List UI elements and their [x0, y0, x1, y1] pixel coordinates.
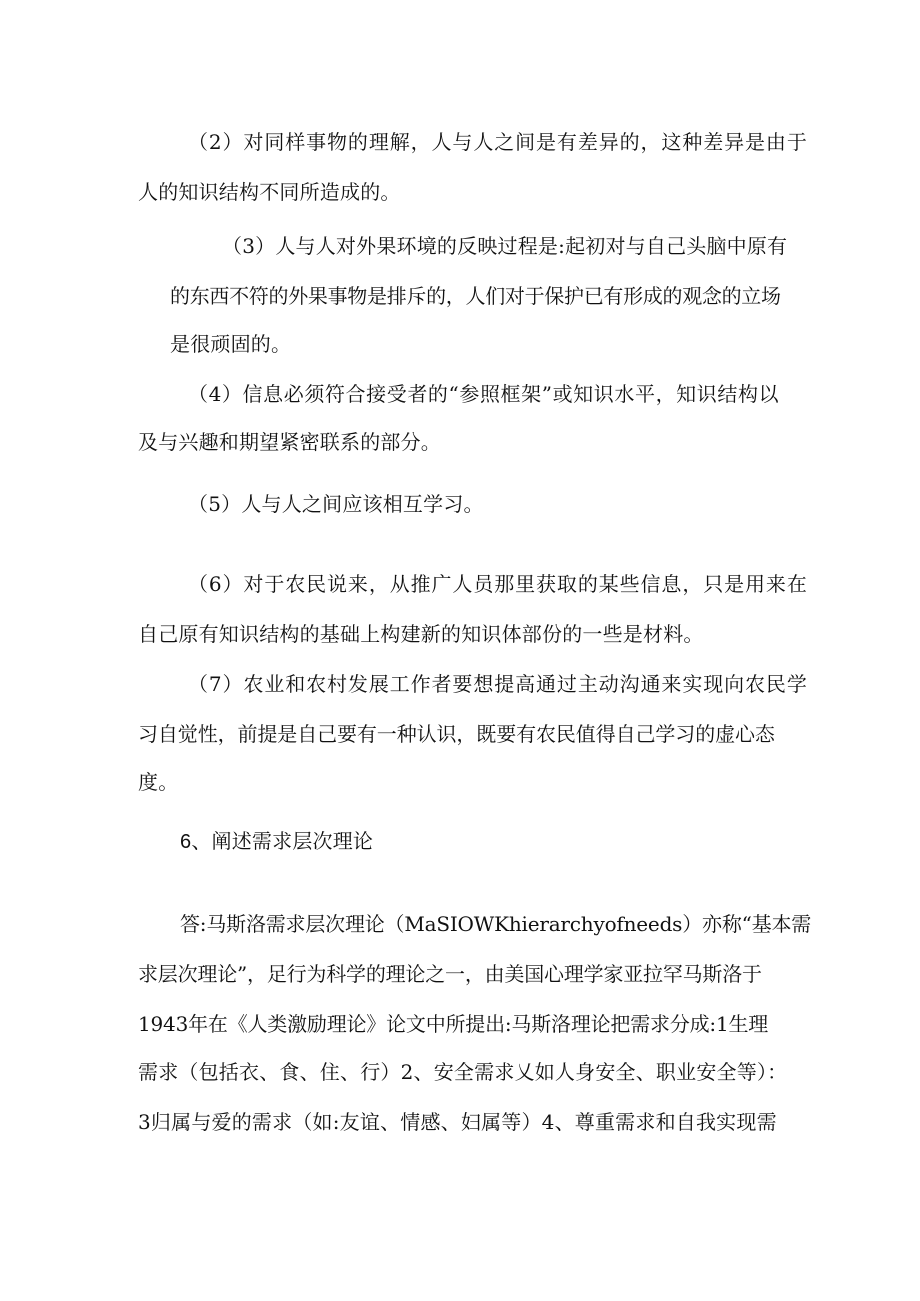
text-line-17: 1943年在《人类激励理论》论文中所提出:马斯洛理论把需求分成:1生理 [138, 1012, 769, 1036]
text-line-13: 度。 [138, 770, 179, 794]
text-line-5: 是很顽固的。 [170, 332, 292, 356]
text-line-4: 的东西不符的外果事物是排斥的，人们对于保护已有形成的观念的立场 [170, 284, 781, 308]
text-line-7: 及与兴趣和期望紧密联系的部分。 [138, 430, 441, 454]
text-line-2: 人的知识结构不同所造成的。 [138, 180, 401, 204]
text-line-10: 自己原有知识结构的基础上构建新的知识体部份的一些是材料。 [138, 622, 704, 646]
text-line-12: 习自觉性，前提是自己要有一种认识，既要有农民值得自己学习的虚心态 [138, 722, 775, 746]
section-heading: 6、阐述需求层次理论 [180, 831, 374, 853]
text-line-18: 需求（包括衣、食、住、行）2、安全需求乂如人身安全、职业安全等）： [138, 1060, 788, 1084]
text-line-6: （4）信息必须符合接受者的“参照框架”或知识水平，知识结构以 [188, 382, 780, 406]
text-line-9: （6）对于农民说来，从推广人员那里获取的某些信息，只是用来在 [188, 572, 808, 596]
text-line-8: （5）人与人之间应该相互学习。 [188, 492, 484, 516]
text-line-1: （2）对同样事物的理解，人与人之间是有差异的，这种差异是由于 [188, 130, 808, 154]
text-line-11: （7）农业和农村发展工作者要想提高通过主动沟通来实现向农民学 [188, 672, 808, 696]
text-line-15: 答:马斯洛需求层次理论（MaSIOWKhierarchyofneeds）亦称“基本需 [180, 912, 812, 936]
text-line-16: 求层次理论”，足行为科学的理论之一，由美国心理学家亚拉罕马斯洛于 [138, 962, 762, 986]
text-line-19: 3归属与爱的需求（如:友谊、情感、妇属等）4、尊重需求和自我实现需 [138, 1110, 777, 1134]
text-line-3: （3）人与人对外果环境的反映过程是:起初对与自己头脑中原有 [222, 234, 788, 258]
